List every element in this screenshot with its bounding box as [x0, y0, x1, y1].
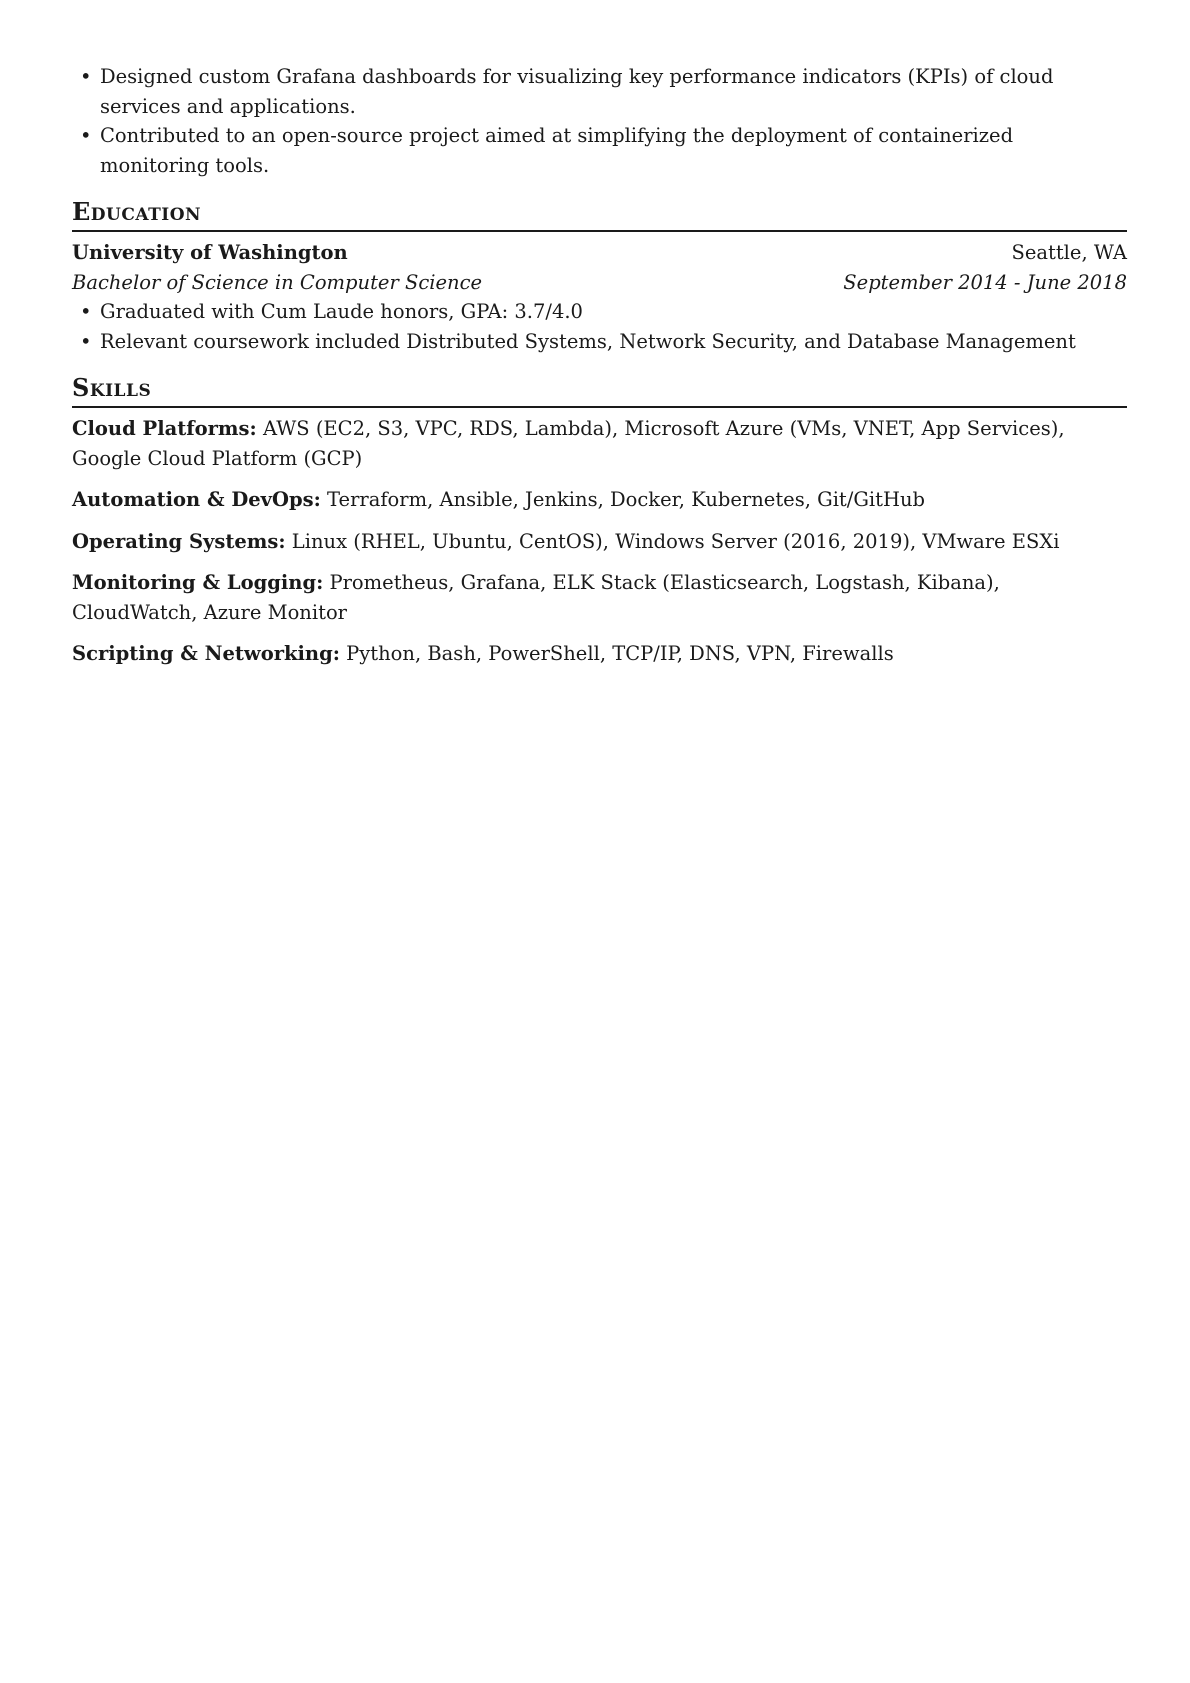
education-bullet-text: Relevant coursework included Distributed Systems, Network Security, and Database Management: [100, 329, 1076, 353]
experience-bullet: [72, 62, 1127, 121]
skill-values: AWS (EC2, S3, VPC, RDS, Lambda), Microsoft Azure (VMs, VNET, App Services), Google Cloud Platform (GCP): [72, 417, 1065, 470]
skill-category: Operating Systems:: [72, 529, 286, 553]
skill-line: [72, 527, 1127, 557]
degree-title: Bachelor of Science in Computer Science: [72, 270, 483, 294]
resume-page: [72, 62, 1127, 681]
skill-category: Cloud Platforms:: [72, 417, 257, 440]
skills-heading: Skills: [72, 374, 1127, 408]
education-bullet: [72, 327, 1127, 357]
skill-values: Linux (RHEL, Ubuntu, CentOS), Windows Server (2016, 2019), VMware ESXi: [291, 529, 1060, 553]
skill-category: Automation & DevOps:: [72, 488, 321, 511]
skill-values: Prometheus, Grafana, ELK Stack (Elasticsearch, Logstash, Kibana), CloudWatch, Azure Monitor: [72, 571, 1000, 624]
skill-line: [72, 568, 1127, 627]
education-bullet-list: [72, 297, 1127, 356]
education-bullet: [72, 297, 1127, 327]
education-degree-row: [72, 268, 1127, 298]
school-location: Seattle, WA: [1011, 241, 1127, 264]
experience-bullet: [72, 121, 1127, 180]
experience-bullet-text: Contributed to an open-source project aimed at simplifying the deployment of containerized monitoring tools.: [100, 124, 1014, 177]
education-header-row: [72, 238, 1127, 268]
bullet-icon: •: [80, 329, 92, 353]
skill-category: Scripting & Networking:: [72, 642, 340, 665]
bullet-icon: •: [80, 300, 92, 323]
skill-category: Monitoring & Logging:: [72, 571, 324, 594]
skills-section: [72, 374, 1127, 669]
education-heading: Education: [72, 198, 1127, 232]
experience-bullet-list: [72, 62, 1127, 180]
school-name: University of Washington: [72, 241, 348, 264]
bullet-icon: •: [80, 124, 92, 147]
experience-bullet-text: Designed custom Grafana dashboards for visualizing key performance indicators (KPIs) of cloud services and applications.: [100, 65, 1054, 118]
education-bullet-text: Graduated with Cum Laude honors, GPA: 3.7/4.0: [100, 300, 583, 323]
bullet-icon: •: [80, 65, 92, 88]
skill-values: Terraform, Ansible, Jenkins, Docker, Kubernetes, Git/GitHub: [327, 488, 926, 511]
skill-line: [72, 414, 1127, 473]
skill-line: [72, 639, 1127, 669]
education-section: [72, 198, 1127, 356]
education-dates: September 2014 - June 2018: [843, 270, 1127, 294]
skill-values: Python, Bash, PowerShell, TCP/IP, DNS, VPN, Firewalls: [346, 642, 894, 665]
skill-line: [72, 485, 1127, 515]
